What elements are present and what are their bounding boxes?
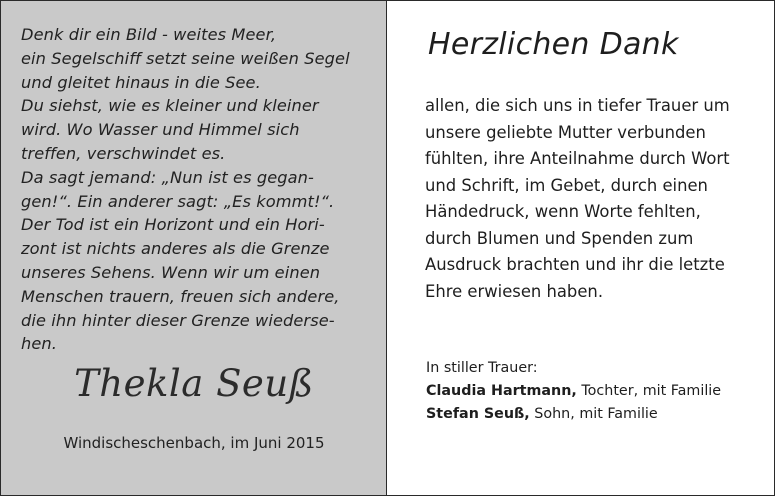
thanks-text <box>425 93 770 305</box>
mourner-entry <box>426 403 721 426</box>
thanks-line: fühlten, ihre Anteilnahme durch Wort <box>425 149 730 168</box>
poem-line: Da sagt jemand: „Nun ist es gegan- <box>21 167 314 187</box>
mourner-name: Claudia Hartmann, <box>426 383 577 399</box>
thanks-line: Ausdruck brachten und ihr die letzte <box>425 255 725 274</box>
thanks-line: Ehre erwiesen haben. <box>425 281 604 301</box>
poem-line: treffen, verschwindet es. <box>21 143 226 163</box>
poem-line: ein Segelschiff setzt seine weißen Segel <box>21 48 350 68</box>
thanks-line: allen, die sich uns in tiefer Trauer um <box>425 96 730 115</box>
thanks-line: und Schrift, im Gebet, durch einen <box>425 175 708 195</box>
thanks-line: unsere geliebte Mutter verbunden <box>425 122 706 142</box>
poem-line: und gleitet hinaus in die See. <box>21 72 261 92</box>
page-title: Herzlichen Dank <box>428 27 679 62</box>
poem-line: hen. <box>21 334 58 354</box>
mourners-block <box>426 357 721 426</box>
thanks-line: Händedruck, wenn Worte fehlten, <box>425 202 701 221</box>
thanks-line: durch Blumen und Spenden zum <box>425 228 694 248</box>
mourner-relation: Sohn, mit Familie <box>534 406 658 422</box>
deceased-name-signature: Thekla Seuß <box>74 362 314 405</box>
poem-text <box>21 23 371 356</box>
poem-line: Der Tod ist ein Horizont und ein Hori- <box>21 215 325 235</box>
poem-line: Du siehst, wie es kleiner und kleiner <box>21 96 319 116</box>
poem-line: zont ist nichts anderes als die Grenze <box>21 239 330 259</box>
poem-line: unseres Sehens. Wenn wir um einen <box>21 262 321 282</box>
place-date: Windischeschenbach, im Juni 2015 <box>63 434 325 452</box>
mourner-entry <box>426 380 721 403</box>
mourner-relation: Tochter, mit Familie <box>581 383 722 399</box>
thanks-panel <box>388 1 774 495</box>
poem-line: Denk dir ein Bild - weites Meer, <box>21 25 277 44</box>
mourner-name: Stefan Seuß, <box>426 406 530 422</box>
poem-line: wird. Wo Wasser und Himmel sich <box>21 120 300 140</box>
poem-line: Menschen trauern, freuen sich andere, <box>21 286 340 306</box>
mourning-intro: In stiller Trauer: <box>426 360 538 376</box>
poem-panel <box>1 1 387 495</box>
poem-line: die ihn hinter dieser Grenze wiederse- <box>21 310 335 330</box>
poem-line: gen!“. Ein anderer sagt: „Es kommt!“. <box>21 191 335 211</box>
